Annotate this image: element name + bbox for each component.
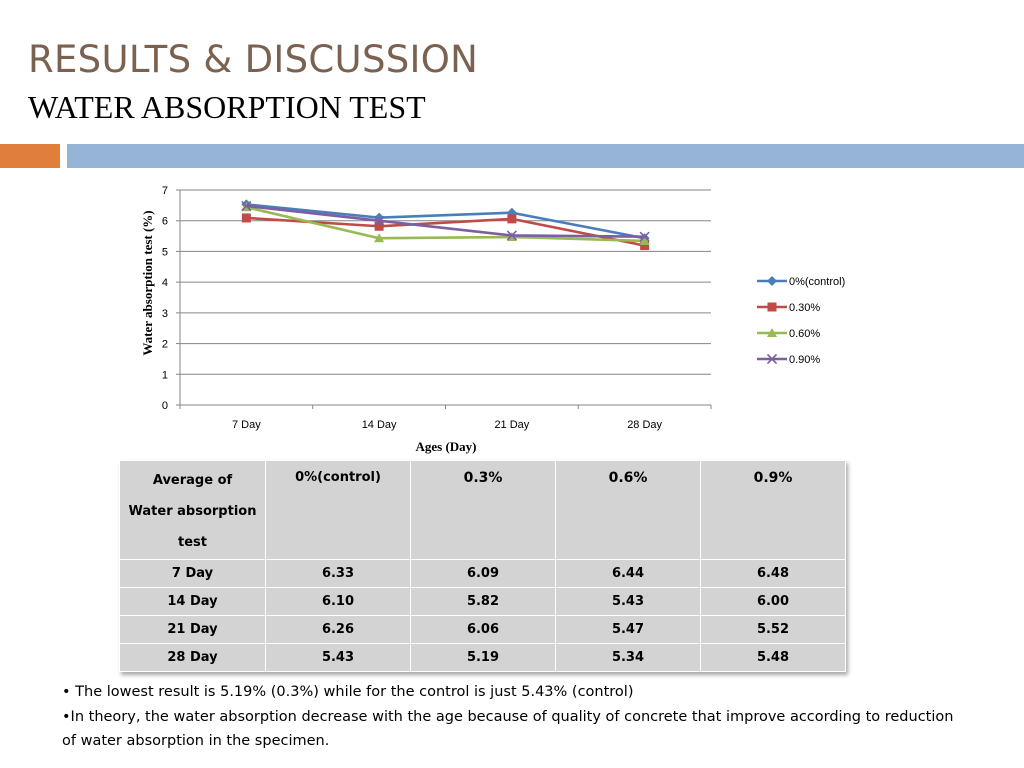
table-cell: 5.43	[556, 588, 701, 616]
legend-label: 0%(control)	[789, 276, 846, 288]
chart-y-tick-label: 5	[161, 246, 168, 259]
legend-marker	[767, 276, 777, 286]
table-cell: 6.09	[411, 560, 556, 588]
table-row	[120, 616, 846, 644]
table-cell: 5.48	[701, 644, 846, 672]
chart-x-tick-label: 21 Day	[494, 419, 530, 431]
chart-y-tick-labels	[162, 185, 168, 412]
note-line: •In theory, the water absorption decrease with the age because of quality of concrete that improve according to reduction of water absorption in the specimen.	[62, 708, 954, 749]
table-row	[120, 560, 846, 588]
chart-x-tick-label: 14 Day	[361, 419, 397, 431]
table-header-0-9: 0.9%	[701, 461, 846, 560]
table-cell: 6.48	[701, 560, 846, 588]
table-cell: 5.19	[411, 644, 556, 672]
table-cell: 6.10	[266, 588, 411, 616]
table-cell: 5.82	[411, 588, 556, 616]
chart-x-tick-label: 28 Day	[627, 419, 663, 431]
table-header-0-3: 0.3%	[411, 461, 556, 560]
table-cell: 5.43	[266, 644, 411, 672]
chart-data-point	[507, 214, 516, 223]
table-cell: 5.34	[556, 644, 701, 672]
chart-y-tick-label: 0	[161, 400, 168, 412]
chart-x-axis-title: Ages (Day)	[415, 439, 477, 454]
slide-title: RESULTS & DISCUSSION	[28, 38, 479, 81]
accent-bar-orange	[0, 144, 60, 168]
row-label: 7 Day	[120, 560, 266, 588]
row-label: 28 Day	[120, 644, 266, 672]
chart-series-group	[242, 213, 649, 250]
row-label: 14 Day	[120, 588, 266, 616]
table-row	[120, 588, 846, 616]
table-cell: 6.00	[701, 588, 846, 616]
table-cell: 5.52	[701, 616, 846, 644]
chart-y-tick-label: 4	[161, 277, 168, 290]
chart-x-tick-label: 7 Day	[232, 419, 261, 431]
table-header-line: Water absorption	[128, 504, 257, 519]
chart-y-tick-label: 3	[161, 307, 168, 320]
slide-subtitle: WATER ABSORPTION TEST	[28, 89, 426, 125]
chart-y-tick-label: 6	[161, 215, 168, 228]
results-table	[119, 460, 846, 672]
chart-y-axis-title: Water absorption test (%)	[140, 210, 155, 356]
chart-series	[241, 199, 649, 250]
table-cell: 6.44	[556, 560, 701, 588]
notes-block	[62, 680, 962, 754]
table-row	[120, 644, 846, 672]
accent-bar-blue	[67, 144, 1024, 168]
chart-y-tick-label: 7	[161, 185, 168, 197]
note-line: • The lowest result is 5.19% (0.3%) while for the control is just 5.43% (control)	[62, 684, 634, 700]
table-cell: 6.33	[266, 560, 411, 588]
chart-y-tick-label: 2	[161, 338, 168, 351]
table-cell: 5.47	[556, 616, 701, 644]
table-header-control: 0%(control)	[266, 461, 411, 560]
line-chart	[130, 178, 870, 458]
legend-label: 0.90%	[789, 354, 821, 366]
chart-legend	[757, 276, 845, 366]
chart-y-tick-label: 1	[161, 369, 168, 382]
table-header-average	[120, 461, 266, 560]
table-cell: 6.26	[266, 616, 411, 644]
table-header-row	[120, 461, 846, 560]
row-label: 21 Day	[120, 616, 266, 644]
chart-x-tick-labels	[232, 419, 663, 431]
legend-marker	[768, 303, 777, 312]
chart-data-point	[242, 213, 251, 222]
table-header-0-6: 0.6%	[556, 461, 701, 560]
table-cell: 6.06	[411, 616, 556, 644]
legend-label: 0.60%	[789, 328, 821, 340]
table-header-line: test	[178, 535, 207, 550]
table-header-line: Average of	[152, 473, 233, 488]
legend-label: 0.30%	[789, 302, 821, 314]
